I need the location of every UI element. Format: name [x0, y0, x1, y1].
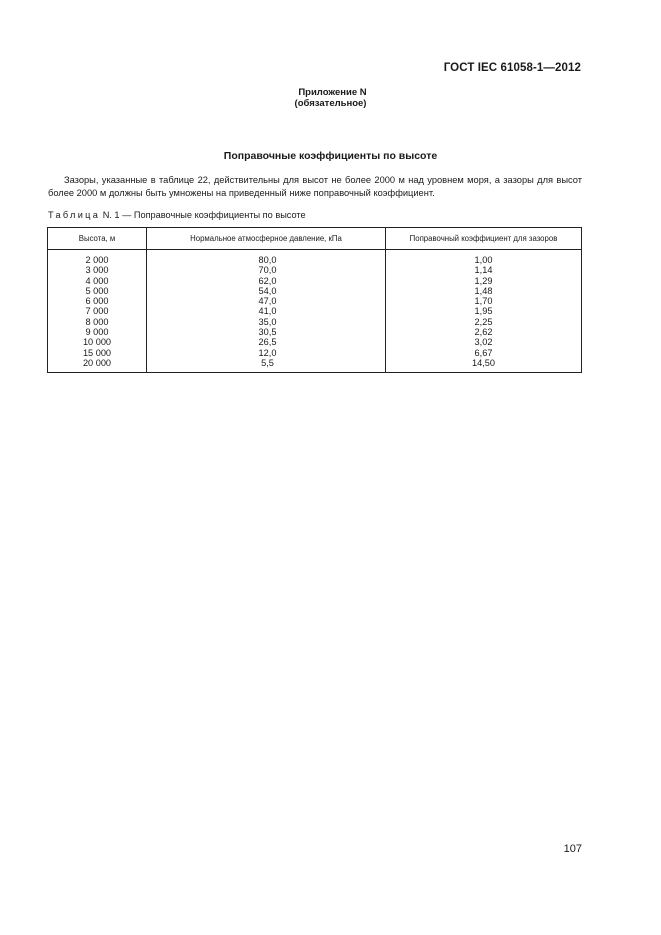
appendix-status: (обязательное)	[294, 98, 367, 109]
cell-height: 20 000	[48, 358, 147, 373]
cell-height: 7 000	[48, 306, 147, 316]
cell-pressure: 35,0	[147, 317, 386, 327]
table-row	[48, 296, 582, 306]
cell-factor: 14,50	[386, 358, 582, 373]
cell-height: 10 000	[48, 337, 147, 347]
cell-pressure: 54,0	[147, 286, 386, 296]
table-caption	[48, 210, 306, 220]
table-caption-number: N. 1	[102, 210, 120, 220]
table-row	[48, 358, 582, 373]
table-row	[48, 286, 582, 296]
cell-factor: 3,02	[386, 337, 582, 347]
table-header-row	[48, 228, 582, 250]
correction-factors-table	[47, 227, 582, 373]
cell-height: 5 000	[48, 286, 147, 296]
cell-factor: 1,48	[386, 286, 582, 296]
cell-height: 2 000	[48, 250, 147, 266]
table-row	[48, 337, 582, 347]
section-title: Поправочные коэффициенты по высоте	[223, 150, 438, 162]
cell-pressure: 30,5	[147, 327, 386, 337]
cell-pressure: 70,0	[147, 265, 386, 275]
table-row	[48, 317, 582, 327]
cell-factor: 1,00	[386, 250, 582, 266]
cell-pressure: 41,0	[147, 306, 386, 316]
appendix-heading	[0, 87, 661, 109]
table-caption-label: Таблица	[48, 210, 101, 220]
page-number: 107	[563, 843, 582, 855]
cell-pressure: 12,0	[147, 348, 386, 358]
appendix-title: Приложение N	[298, 87, 367, 98]
cell-height: 4 000	[48, 276, 147, 286]
cell-height: 3 000	[48, 265, 147, 275]
cell-height: 9 000	[48, 327, 147, 337]
cell-factor: 1,95	[386, 306, 582, 316]
column-header-height: Высота, м	[48, 228, 147, 250]
cell-height: 8 000	[48, 317, 147, 327]
column-header-factor: Поправочный коэффициент для зазоров	[386, 228, 582, 250]
table-row	[48, 250, 582, 266]
body-paragraph: Зазоры, указанные в таблице 22, действительны для высот не более 2000 м над уровнем моря, а зазоры для высот более 2000 м должны быть умножены на приведенный ниже поправочный коэффициент.	[48, 175, 582, 198]
table-body	[48, 250, 582, 373]
cell-factor: 2,25	[386, 317, 582, 327]
table-row	[48, 276, 582, 286]
cell-factor: 2,62	[386, 327, 582, 337]
cell-pressure: 47,0	[147, 296, 386, 306]
cell-pressure: 62,0	[147, 276, 386, 286]
table-row	[48, 348, 582, 358]
table-caption-title: — Поправочные коэффициенты по высоте	[122, 210, 306, 220]
cell-factor: 1,70	[386, 296, 582, 306]
cell-height: 15 000	[48, 348, 147, 358]
cell-pressure: 5,5	[147, 358, 386, 373]
cell-height: 6 000	[48, 296, 147, 306]
cell-factor: 6,67	[386, 348, 582, 358]
cell-pressure: 80,0	[147, 250, 386, 266]
table-row	[48, 306, 582, 316]
cell-factor: 1,14	[386, 265, 582, 275]
cell-factor: 1,29	[386, 276, 582, 286]
table-row	[48, 327, 582, 337]
table-row	[48, 265, 582, 275]
column-header-pressure: Нормальное атмосферное давление, кПа	[147, 228, 386, 250]
standard-designation: ГОСТ IEC 61058-1—2012	[443, 62, 581, 74]
cell-pressure: 26,5	[147, 337, 386, 347]
